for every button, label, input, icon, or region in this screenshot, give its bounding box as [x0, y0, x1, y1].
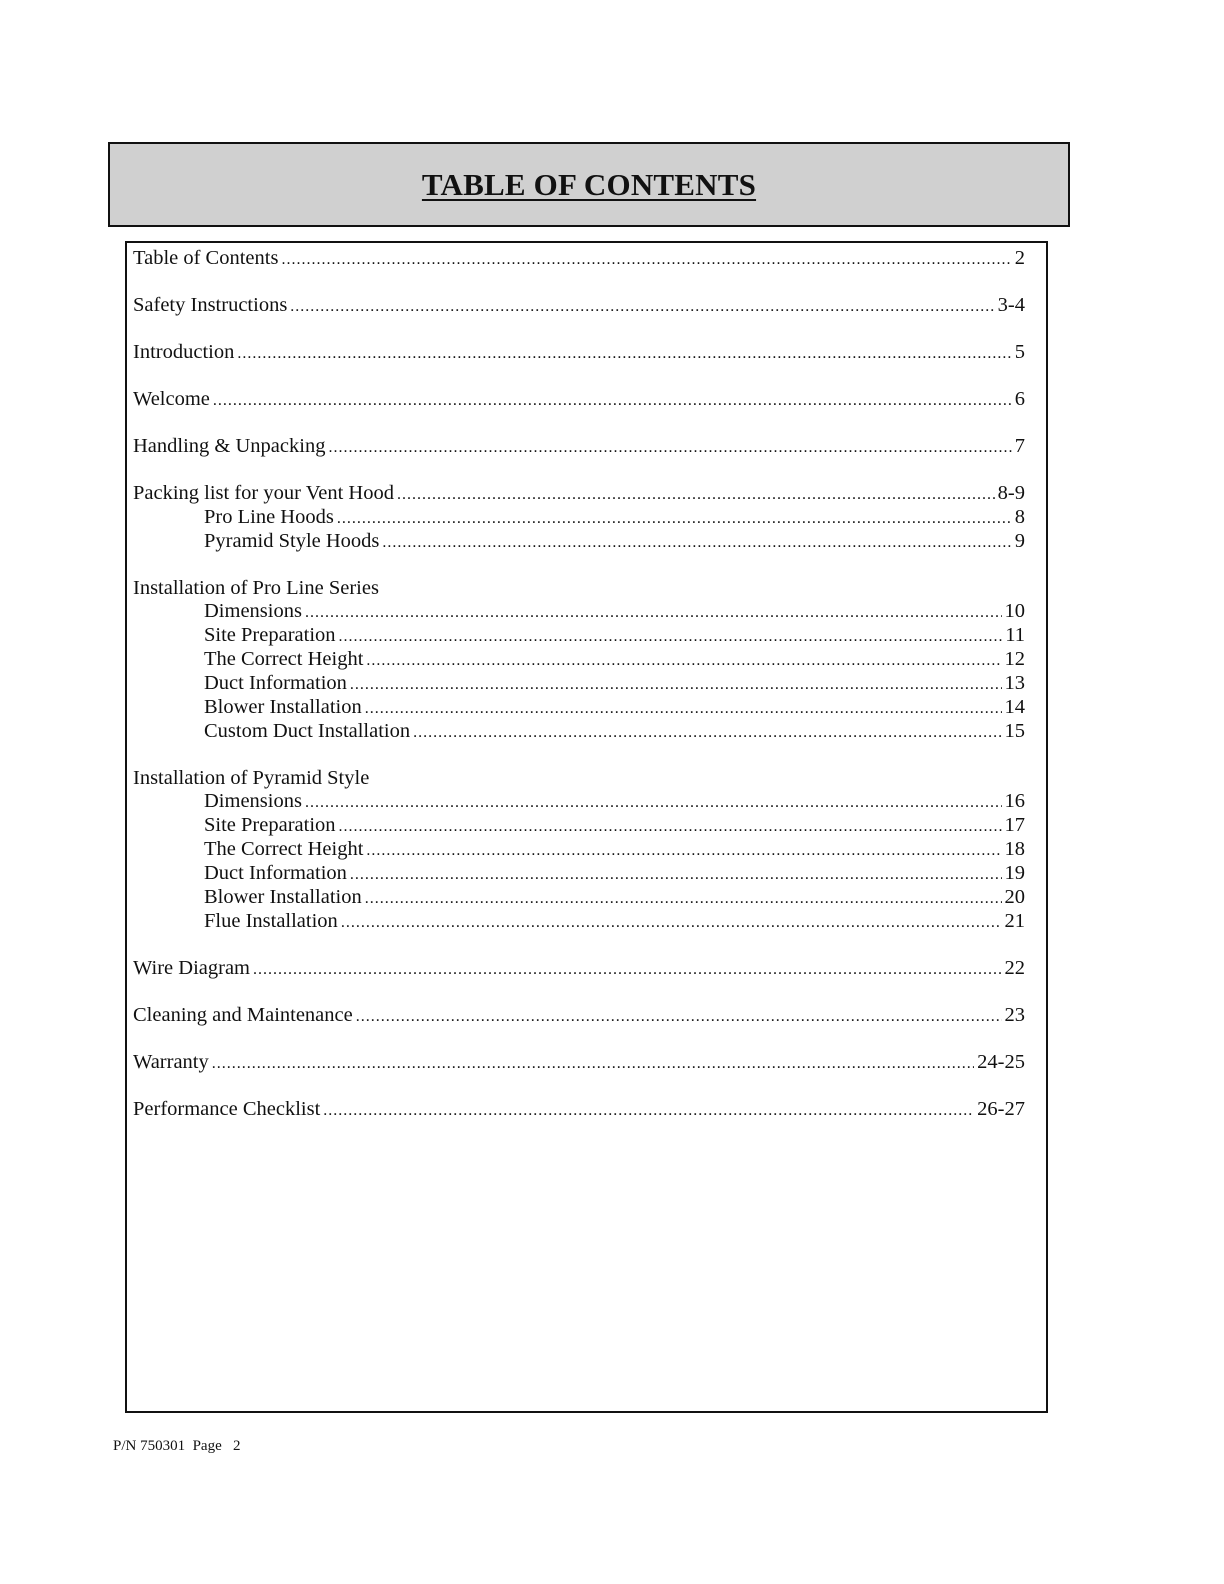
- toc-entry-page: 14: [1004, 696, 1025, 718]
- toc-entry-label: Installation of Pro Line Series: [133, 577, 379, 599]
- toc-entry-page: 23: [1004, 1004, 1025, 1026]
- toc-leader-dots: [305, 601, 1002, 624]
- toc-list: [133, 247, 1025, 1122]
- toc-entry[interactable]: [133, 482, 1025, 506]
- toc-entry-page: 9: [1014, 530, 1025, 552]
- toc-entry-page: 2: [1014, 247, 1025, 269]
- toc-entry[interactable]: [133, 1004, 1025, 1028]
- toc-entry-label: Introduction: [133, 341, 235, 363]
- toc-entry-page: 6: [1014, 388, 1025, 410]
- page-footer: [113, 1438, 241, 1455]
- toc-entry-label: The Correct Height: [204, 838, 364, 860]
- toc-entry-label: Blower Installation: [204, 886, 362, 908]
- toc-entry-label: Dimensions: [204, 790, 302, 812]
- footer-part-number: P/N 750301: [113, 1438, 186, 1454]
- toc-entry-label: Site Preparation: [204, 814, 336, 836]
- toc-entry[interactable]: [133, 247, 1025, 271]
- toc-leader-dots: [356, 1005, 1002, 1028]
- toc-sub-entry[interactable]: [133, 838, 1025, 862]
- toc-entry-page: 24-25: [977, 1051, 1025, 1073]
- toc-leader-dots: [365, 697, 1002, 720]
- table-of-contents-box: [125, 241, 1048, 1413]
- toc-entry-label: Wire Diagram: [133, 957, 250, 979]
- title-banner: [108, 142, 1070, 227]
- toc-leader-dots: [281, 248, 1011, 271]
- toc-sub-entry[interactable]: [133, 672, 1025, 696]
- toc-entry-page: 21: [1004, 910, 1025, 932]
- toc-entry-page: 3-4: [997, 294, 1025, 316]
- toc-leader-dots: [341, 911, 1002, 934]
- toc-entry-page: 8-9: [997, 482, 1025, 504]
- toc-leader-dots: [350, 863, 1002, 886]
- toc-entry-page: 12: [1004, 648, 1025, 670]
- toc-entry-label: Flue Installation: [204, 910, 338, 932]
- toc-entry[interactable]: [133, 957, 1025, 981]
- toc-entry-label: Duct Information: [204, 862, 347, 884]
- toc-entry-page: 8: [1014, 506, 1025, 528]
- toc-entry-page: 20: [1004, 886, 1025, 908]
- toc-entry[interactable]: [133, 294, 1025, 318]
- toc-entry[interactable]: [133, 1098, 1025, 1122]
- toc-sub-entry[interactable]: [133, 814, 1025, 838]
- toc-entry-label: Performance Checklist: [133, 1098, 321, 1120]
- toc-sub-entry[interactable]: [133, 530, 1025, 554]
- toc-sub-entry[interactable]: [133, 790, 1025, 814]
- toc-entry-label: Table of Contents: [133, 247, 279, 269]
- toc-leader-dots: [366, 649, 1001, 672]
- toc-leader-dots: [382, 531, 1011, 554]
- toc-leader-dots: [337, 507, 1012, 530]
- toc-sub-entry[interactable]: [133, 696, 1025, 720]
- footer-page-label: Page: [192, 1438, 222, 1454]
- toc-entry[interactable]: [133, 388, 1025, 412]
- footer-page-number: 2: [233, 1438, 241, 1454]
- page-title: TABLE OF CONTENTS: [421, 166, 757, 202]
- toc-section-header[interactable]: [133, 767, 1025, 790]
- toc-sub-entry[interactable]: [133, 648, 1025, 672]
- toc-leader-dots: [350, 673, 1002, 696]
- toc-leader-dots: [339, 625, 1003, 648]
- toc-sub-entry[interactable]: [133, 600, 1025, 624]
- toc-entry-label: Dimensions: [204, 600, 302, 622]
- toc-entry-label: Warranty: [133, 1051, 209, 1073]
- toc-leader-dots: [339, 815, 1002, 838]
- toc-entry-page: 16: [1004, 790, 1025, 812]
- toc-entry[interactable]: [133, 1051, 1025, 1075]
- toc-entry-page: 5: [1014, 341, 1025, 363]
- toc-entry-label: Cleaning and Maintenance: [133, 1004, 353, 1026]
- toc-section-header[interactable]: [133, 577, 1025, 600]
- toc-leader-dots: [212, 1052, 974, 1075]
- toc-entry-label: Welcome: [133, 388, 210, 410]
- toc-leader-dots: [397, 483, 995, 506]
- toc-entry-label: Installation of Pyramid Style: [133, 767, 370, 789]
- toc-leader-dots: [365, 887, 1002, 910]
- toc-entry-label: Handling & Unpacking: [133, 435, 326, 457]
- toc-leader-dots: [323, 1099, 974, 1122]
- toc-entry-page: 18: [1004, 838, 1025, 860]
- toc-entry-label: Blower Installation: [204, 696, 362, 718]
- toc-entry-page: 17: [1004, 814, 1025, 836]
- toc-leader-dots: [290, 295, 994, 318]
- toc-entry-page: 11: [1005, 624, 1025, 646]
- toc-entry-label: Pyramid Style Hoods: [204, 530, 380, 552]
- toc-entry-page: 22: [1004, 957, 1025, 979]
- toc-entry-page: 19: [1004, 862, 1025, 884]
- toc-leader-dots: [253, 958, 1002, 981]
- toc-entry-page: 10: [1004, 600, 1025, 622]
- toc-entry-label: Duct Information: [204, 672, 347, 694]
- toc-entry-page: 13: [1004, 672, 1025, 694]
- toc-entry-label: Site Preparation: [204, 624, 336, 646]
- toc-sub-entry[interactable]: [133, 506, 1025, 530]
- toc-sub-entry[interactable]: [133, 862, 1025, 886]
- toc-leader-dots: [213, 389, 1012, 412]
- toc-entry-label: Packing list for your Vent Hood: [133, 482, 394, 504]
- toc-sub-entry[interactable]: [133, 886, 1025, 910]
- toc-leader-dots: [413, 721, 1001, 744]
- toc-sub-entry[interactable]: [133, 624, 1025, 648]
- toc-entry[interactable]: [133, 435, 1025, 459]
- toc-entry[interactable]: [133, 341, 1025, 365]
- toc-entry-label: The Correct Height: [204, 648, 364, 670]
- toc-leader-dots: [237, 342, 1011, 365]
- toc-leader-dots: [328, 436, 1011, 459]
- toc-leader-dots: [305, 791, 1002, 814]
- toc-entry-label: Custom Duct Installation: [204, 720, 411, 742]
- toc-sub-entry[interactable]: [133, 910, 1025, 934]
- toc-entry-page: 7: [1014, 435, 1025, 457]
- toc-entry-page: 15: [1004, 720, 1025, 742]
- toc-entry-label: Pro Line Hoods: [204, 506, 334, 528]
- toc-leader-dots: [366, 839, 1001, 862]
- toc-entry-label: Safety Instructions: [133, 294, 288, 316]
- toc-entry-page: 26-27: [977, 1098, 1025, 1120]
- toc-sub-entry[interactable]: [133, 720, 1025, 744]
